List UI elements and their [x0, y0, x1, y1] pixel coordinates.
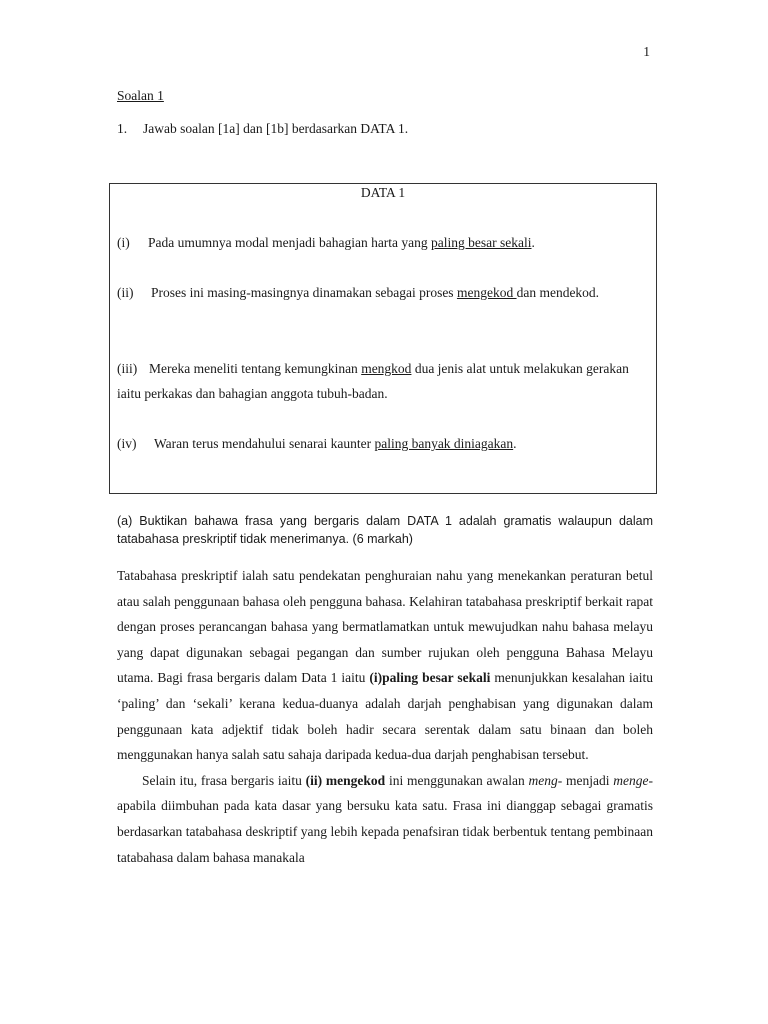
answer-bold-phrase: (ii) mengekod	[305, 772, 386, 788]
answer-text: apabila diimbuhan pada kata dasar yang bersuku kata satu. Frasa ini dianggap sebagai gramatis berdasarkan tatabahasa deskriptif yang lebih kepada penafsiran tidak berbentuk tentang pembinaan tatabahasa dalam bahasa manakala	[117, 798, 653, 865]
data-box	[109, 183, 657, 494]
answer-text: menjadi	[562, 772, 614, 788]
page-number: 1	[643, 44, 650, 59]
answer-paragraph-2	[117, 768, 653, 870]
data-item-label: (ii)	[117, 285, 134, 300]
data-item-label: (iii)	[117, 361, 138, 376]
data-item-iii	[117, 356, 648, 406]
question-line	[117, 121, 408, 137]
data-item-label: (i)	[117, 235, 130, 250]
answer-text: menunjukkan kesalahan iaitu ‘paling’ dan ‘sekali’ kerana kedua-duanya adalah darjah penghabisan yang digunakan dalam penggunaan kata adjektif tidak boleh hadir secara serentak dalam satu binaan dan boleh menggunakan hanya salah satu sahaja daripada kedua-dua darjah penghabisan tersebut.	[117, 670, 653, 763]
underlined-phrase: paling besar sekali	[431, 235, 532, 250]
answer-italic-term: menge-	[613, 772, 653, 788]
section-heading: Soalan 1	[117, 88, 164, 103]
question-text: Jawab soalan [1a] dan [1b] berdasarkan DATA 1.	[143, 121, 409, 136]
data-item-text: .	[513, 436, 517, 451]
data-item-text: dan mendekod.	[516, 285, 600, 300]
underlined-phrase: mengkod	[361, 361, 412, 376]
answer-bold-phrase: (i)paling besar sekali	[369, 670, 491, 686]
data-item-ii	[117, 280, 648, 305]
data-item-label: (iv)	[117, 436, 137, 451]
underlined-phrase: mengekod	[456, 285, 517, 300]
answer-text: Selain itu, frasa bergaris iaitu	[142, 772, 306, 788]
data-item-iv	[117, 431, 648, 456]
data-item-i	[117, 230, 648, 255]
task-question: (a) Buktikan bahawa frasa yang bergaris dalam DATA 1 adalah gramatis walaupun dalam tatabahasa preskriptif tidak menerimanya. (6 markah)	[117, 514, 653, 546]
question-number: 1.	[117, 121, 128, 136]
underlined-phrase: paling banyak diniagakan	[374, 436, 514, 451]
data-item-text: Mereka meneliti tentang kemungkinan	[149, 361, 362, 376]
answer-body	[117, 563, 653, 870]
data-box-title: DATA 1	[360, 185, 406, 200]
data-item-text: Pada umumnya modal menjadi bahagian harta yang	[148, 235, 432, 250]
data-item-text: Waran terus mendahului senarai kaunter	[154, 436, 375, 451]
answer-text: ini menggunakan awalan	[385, 772, 529, 788]
answer-paragraph-1	[117, 563, 653, 768]
answer-text: Tatabahasa preskriptif ialah satu pendekatan penghuraian nahu yang menekankan peraturan betul atau salah penggunaan bahasa oleh pengguna bahasa. Kelahiran tatabahasa preskriptif berkait rapat dengan proses perancangan bahasa yang bermatlamatkan untuk mewujudkan nahu bahasa melayu yang dapat digunakan sebagai pegangan dan sumber rujukan oleh pengguna Bahasa Melayu utama. Bagi frasa bergaris dalam Data 1 iaitu	[117, 568, 653, 686]
data-item-text: dua jenis alat untuk melakukan gerakan iaitu perkakas dan bahagian anggota tubuh-badan.	[117, 361, 629, 401]
answer-italic-term: meng-	[528, 772, 563, 788]
data-item-text: .	[531, 235, 535, 250]
data-item-text: Proses ini masing-masingnya dinamakan sebagai proses	[151, 285, 457, 300]
